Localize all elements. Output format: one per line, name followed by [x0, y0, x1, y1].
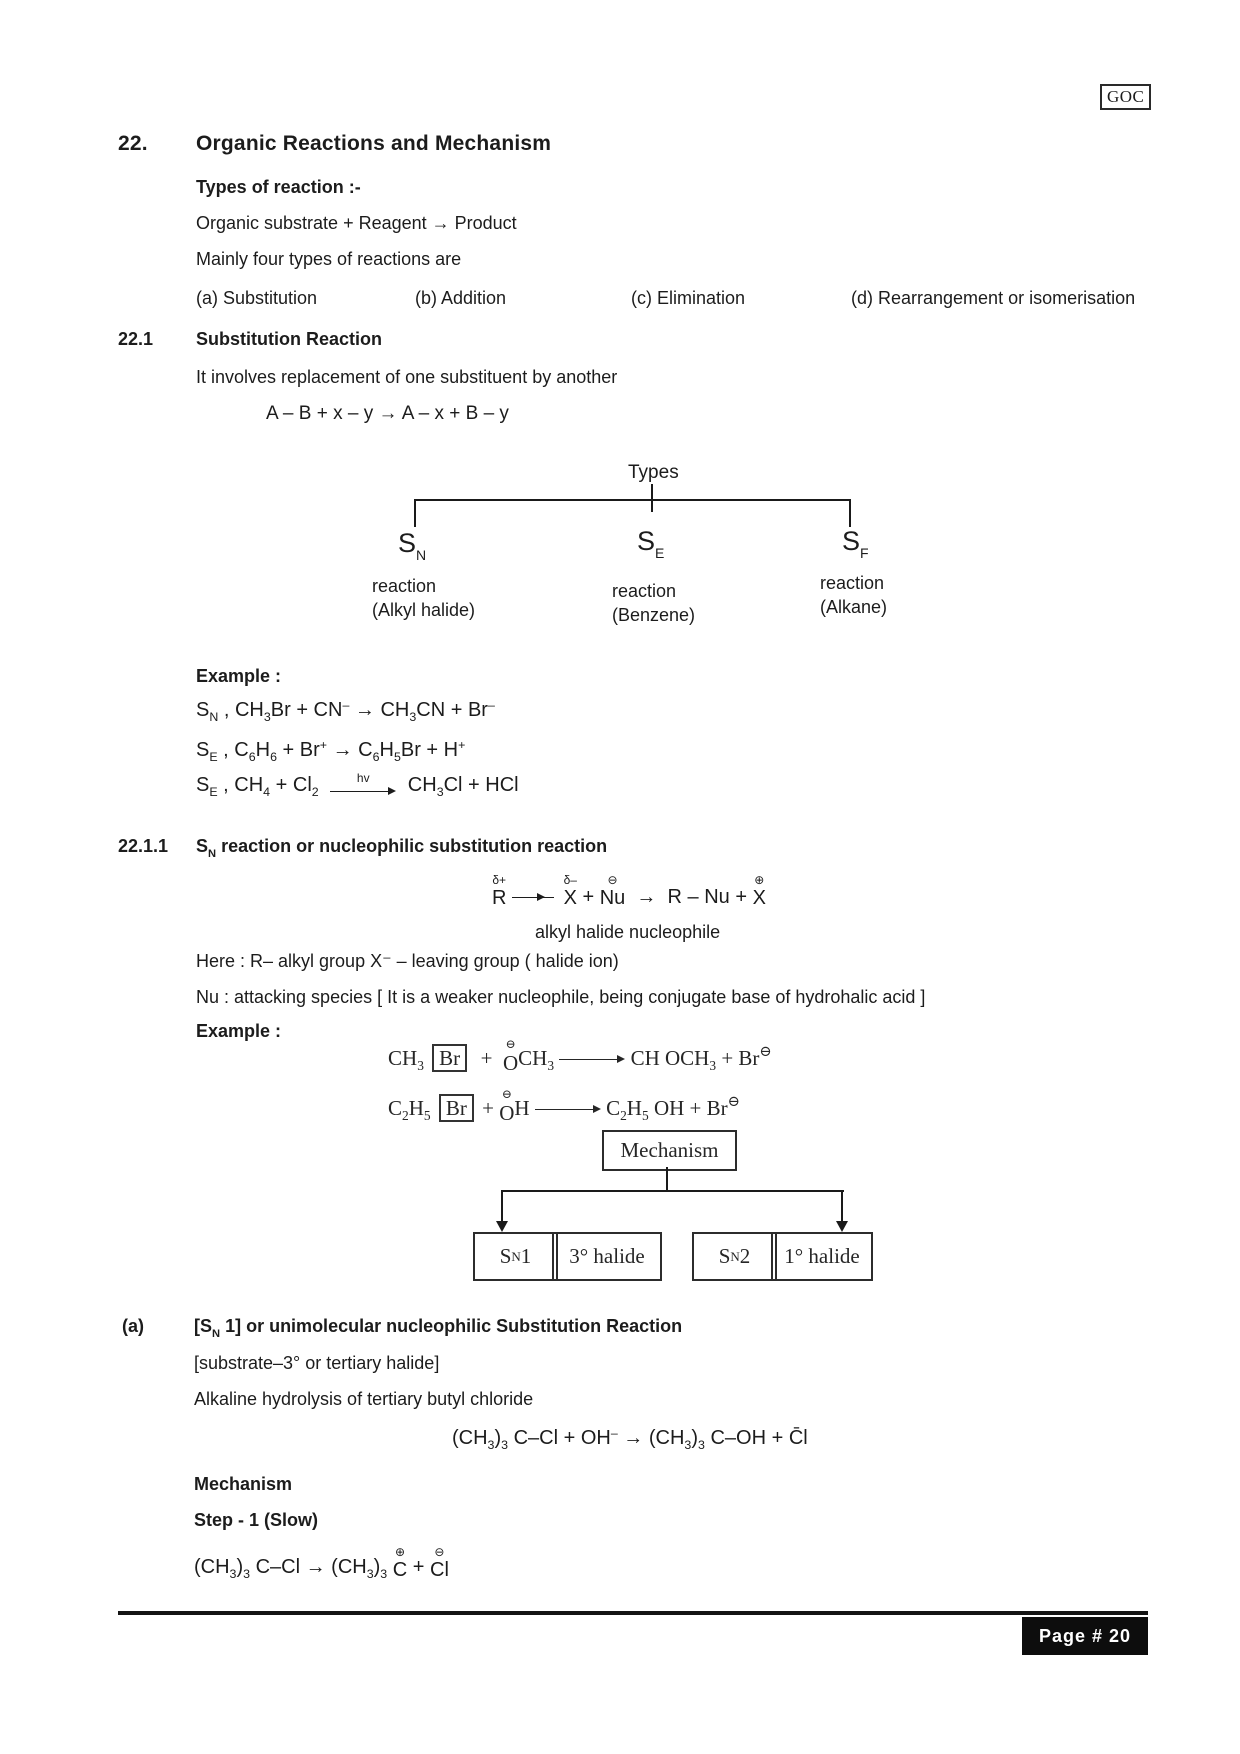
tert-butyl-equation: $(CH_3)_3$ $C-Cl + OH^- \to (CH_3)_3$ C–OH + C̄l — [452, 1426, 808, 1452]
se-branch-line1: reaction — [612, 581, 677, 601]
se-symbol: S — [637, 526, 656, 556]
tree-right-drop — [849, 499, 851, 527]
tree-node-sn — [398, 528, 426, 563]
section-2211-title: $S_N$ reaction or nucleophilic substitution reaction — [196, 836, 608, 860]
section-22-number: 22. — [118, 132, 148, 155]
sf-branch-line2: (Alkane) — [820, 597, 888, 618]
section-2211-number: 22.1.1 — [118, 836, 169, 856]
example-heading-2: Example : — [196, 1021, 282, 1041]
step-1-equation: $(CH_3)_3$ $C-Cl \to (CH_3)_3$ ⊕ C + ⊖ Cl — [194, 1545, 449, 1581]
right-arrowhead — [836, 1221, 848, 1232]
mechanism-box: Mechanism — [602, 1130, 737, 1171]
sf-subscript: F — [860, 545, 869, 561]
sn2-halide-box: 1° halide — [771, 1232, 873, 1281]
section-a-number: (a) — [122, 1316, 144, 1336]
footer-rule — [118, 1611, 1148, 1615]
tree-node-sf — [842, 526, 869, 561]
general-substitution-equation: A – B + x – y → A – x + B – y — [266, 403, 509, 424]
sn1-halide-box: 3° halide — [552, 1232, 662, 1281]
sf-branch-line1: reaction — [820, 573, 885, 593]
alkaline-hydrolysis-line: Alkaline hydrolysis of tertiary butyl chloride — [194, 1389, 534, 1409]
sn-branch-line2: (Alkyl halide) — [372, 600, 476, 621]
type-elimination: (c) Elimination — [631, 288, 746, 308]
mechanism-left-drop — [501, 1190, 503, 1222]
mechanism-heading: Mechanism — [194, 1474, 293, 1494]
substrate-reagent-line: Organic substrate + Reagent → Product — [196, 213, 517, 233]
tree-center-tick — [651, 484, 653, 512]
se-branch-label — [612, 579, 695, 628]
nu-definition-line: Nu : attacking species [ It is a weaker nucleophile, being conjugate base of hydrohalic acid ] — [196, 987, 926, 1007]
sn-branch-label — [372, 574, 475, 623]
example-equation-2: $S_E$ , $C_6H_6 + Br^+ \to C_6H_5Br + H^+$ — [196, 738, 466, 764]
page-number-badge: Page # 20 — [1022, 1617, 1148, 1655]
types-of-reaction-heading: Types of reaction :- — [196, 177, 361, 197]
tree-horizontal-line — [414, 499, 851, 501]
sf-symbol: S — [842, 526, 861, 556]
section-221-number: 22.1 — [118, 329, 154, 349]
section-221-title: Substitution Reaction — [196, 329, 382, 349]
substrate-note-line: [substrate–3° or tertiary halide] — [194, 1353, 440, 1373]
type-rearrangement: (d) Rearrangement or isomerisation — [851, 288, 1136, 308]
sn-subscript: N — [416, 547, 427, 563]
scan-equation-1: $CH_3$ Br + ⊖ O $CH_3$ CH $OCH_3 + Br^⊖$ — [388, 1037, 772, 1075]
scan-equation-2: $C_2H_5$ Br + ⊖ O H $C_2H_5$ OH + Br⊖ — [388, 1087, 740, 1125]
tree-left-drop — [414, 499, 416, 527]
type-substitution: (a) Substitution — [196, 288, 318, 308]
se-branch-line2: (Benzene) — [612, 605, 696, 626]
corner-tag-goc: GOC — [1100, 84, 1151, 110]
here-definition-line: Here : R– alkyl group X⁻ – leaving group ( halide ion) — [196, 951, 619, 971]
left-arrowhead — [496, 1221, 508, 1232]
sn-general-equation: δ+ R δ– X + ⊖ Nu → R – Nu + ⊕ X — [492, 873, 766, 909]
mechanism-right-drop — [841, 1190, 843, 1222]
sn-symbol: S — [398, 528, 417, 558]
sf-branch-label — [820, 571, 887, 620]
tree-root-label: Types — [628, 462, 679, 483]
equation-caption: alkyl halide nucleophile — [535, 922, 721, 942]
section-22-title: Organic Reactions and Mechanism — [196, 132, 552, 155]
tree-node-se — [637, 526, 664, 561]
substitution-description: It involves replacement of one substituent by another — [196, 367, 618, 387]
type-addition: (b) Addition — [415, 288, 507, 308]
four-types-line: Mainly four types of reactions are — [196, 249, 462, 269]
se-subscript: E — [655, 545, 665, 561]
example-equation-1: $S_N$ , $CH_3Br + CN^- \to CH_3CN + Br^-$ — [196, 698, 495, 724]
mechanism-horizontal-line — [502, 1190, 844, 1192]
section-a-title: [$S_N$ 1] or unimolecular nucleophilic Substitution Reaction — [194, 1316, 683, 1340]
sn2-box: S N 2 — [692, 1232, 777, 1281]
example-heading-1: Example : — [196, 666, 282, 686]
sn1-box: S N 1 — [473, 1232, 558, 1281]
step-1-heading: Step - 1 (Slow) — [194, 1510, 319, 1530]
mechanism-stem-line — [666, 1167, 668, 1191]
sn-branch-line1: reaction — [372, 576, 437, 596]
example-equation-3: $S_E$ , $CH_4 + Cl_2$ hv $CH_3Cl$ + HCl — [196, 771, 519, 799]
